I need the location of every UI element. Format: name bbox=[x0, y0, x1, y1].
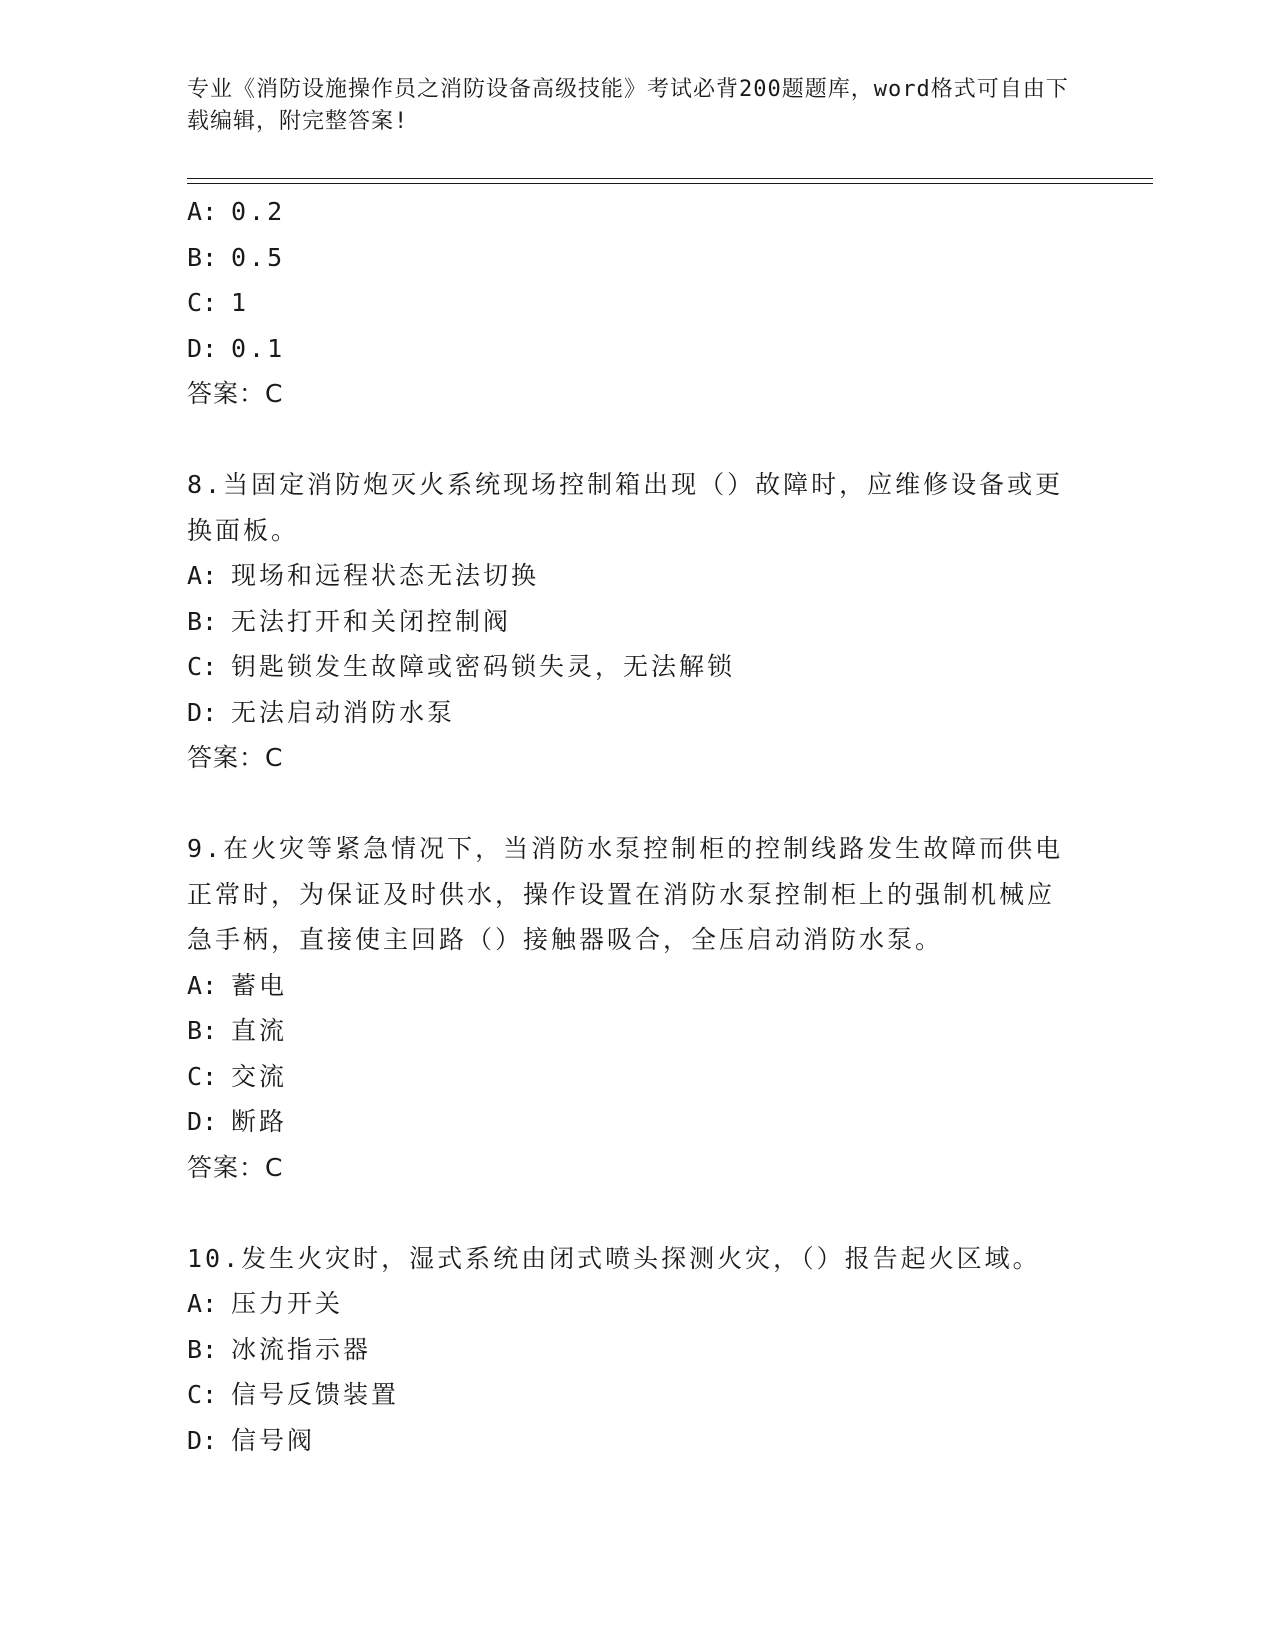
option-key: B: bbox=[187, 1016, 218, 1045]
option-row bbox=[187, 1281, 1067, 1327]
option-text: 冰流指示器 bbox=[231, 1334, 372, 1364]
option-text: 0.5 bbox=[231, 242, 286, 272]
option-text: 0.1 bbox=[231, 333, 286, 363]
option-key: D: bbox=[187, 1425, 218, 1455]
option-text: 交流 bbox=[231, 1061, 288, 1091]
option-row bbox=[187, 963, 1067, 1009]
header-divider-bottom bbox=[187, 183, 1153, 184]
option-key: C: bbox=[187, 652, 218, 681]
option-text: 0.2 bbox=[231, 197, 286, 226]
option-key: B: bbox=[187, 606, 218, 636]
option-key: A: bbox=[187, 1289, 218, 1318]
option-key: A: bbox=[187, 197, 218, 226]
option-key: C: bbox=[187, 288, 218, 317]
option-key: C: bbox=[187, 1061, 218, 1091]
question-list bbox=[187, 189, 1067, 1463]
option-row bbox=[187, 1099, 1067, 1145]
option-key: C: bbox=[187, 1380, 218, 1409]
option-text: 钥匙锁发生故障或密码锁失灵，无法解锁 bbox=[231, 652, 736, 681]
option-row bbox=[187, 1327, 1067, 1373]
option-row bbox=[187, 1054, 1067, 1100]
header-divider-top bbox=[187, 178, 1153, 179]
option-row bbox=[187, 599, 1067, 645]
option-text: 信号阀 bbox=[231, 1425, 316, 1455]
spacer bbox=[187, 417, 1067, 463]
option-row bbox=[187, 553, 1067, 599]
answer-line: 答案：C bbox=[187, 743, 284, 772]
option-key: A: bbox=[187, 561, 218, 590]
option-text: 蓄电 bbox=[231, 970, 288, 1000]
option-text: 直流 bbox=[231, 1016, 288, 1045]
option-text: 断路 bbox=[231, 1107, 288, 1136]
option-key: D: bbox=[187, 333, 218, 363]
answer-line: 答案：C bbox=[187, 379, 284, 408]
document-header: 专业《消防设施操作员之消防设备高级技能》考试必背200题题库，word格式可自由下载编辑，附完整答案! bbox=[187, 77, 1069, 134]
spacer bbox=[187, 1190, 1067, 1236]
option-text: 现场和远程状态无法切换 bbox=[231, 561, 540, 590]
question-stem: 10.发生火灾时，湿式系统由闭式喷头探测火灾，（）报告起火区域。 bbox=[187, 1243, 1041, 1273]
option-text: 信号反馈装置 bbox=[231, 1380, 400, 1409]
question-stem: 8.当固定消防炮灭火系统现场控制箱出现（）故障时，应维修设备或更换面板。 bbox=[187, 470, 1064, 545]
option-row bbox=[187, 280, 1067, 326]
option-key: B: bbox=[187, 242, 218, 272]
spacer bbox=[187, 781, 1067, 827]
option-key: A: bbox=[187, 970, 218, 1000]
option-row bbox=[187, 1418, 1067, 1464]
option-row bbox=[187, 189, 1067, 235]
option-row bbox=[187, 326, 1067, 372]
answer-line: 答案：C bbox=[187, 1152, 284, 1182]
option-row bbox=[187, 690, 1067, 736]
option-row bbox=[187, 1372, 1067, 1418]
option-text: 压力开关 bbox=[231, 1289, 344, 1318]
option-row bbox=[187, 644, 1067, 690]
option-text: 无法启动消防水泵 bbox=[231, 697, 456, 727]
option-row bbox=[187, 1008, 1067, 1054]
option-text: 无法打开和关闭控制阀 bbox=[231, 606, 512, 636]
option-text: 1 bbox=[231, 288, 250, 317]
option-key: D: bbox=[187, 697, 218, 727]
option-key: D: bbox=[187, 1107, 218, 1136]
question-stem: 9.在火灾等紧急情况下，当消防水泵控制柜的控制线路发生故障而供电正常时，为保证及时供水，操作设置在消防水泵控制柜上的强制机械应急手柄，直接使主回路（）接触器吸合，全压启动消防水泵。 bbox=[187, 834, 1064, 954]
option-row bbox=[187, 235, 1067, 281]
option-key: B: bbox=[187, 1334, 218, 1364]
